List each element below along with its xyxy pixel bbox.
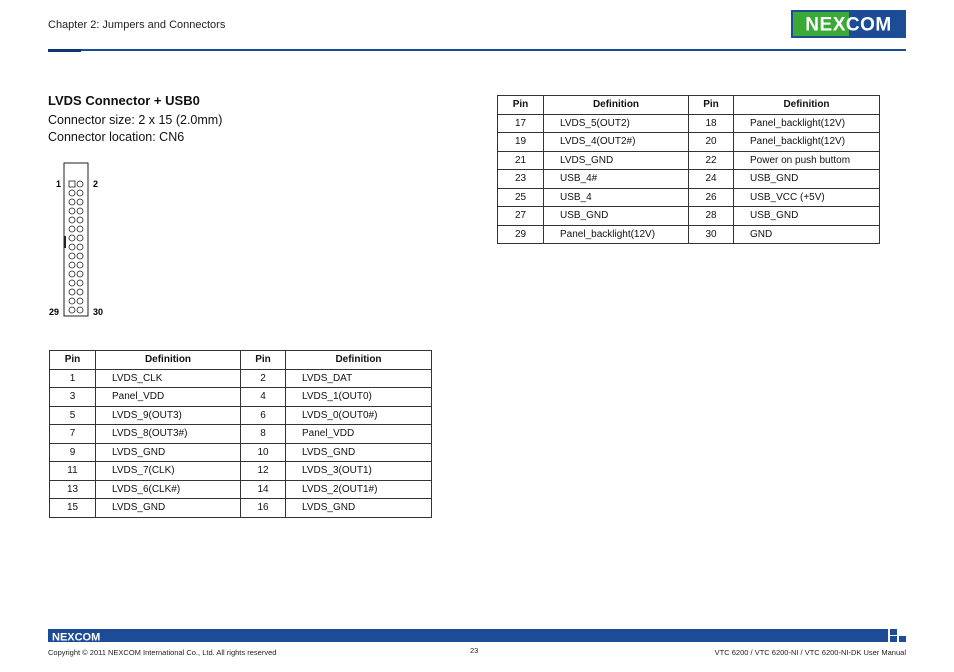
section-title: LVDS Connector + USB0	[48, 93, 200, 108]
table-row	[50, 425, 432, 444]
connector-pin-diagram	[48, 160, 118, 320]
pin-number-cell: 25	[498, 188, 544, 207]
copyright-text: Copyright © 2011 NEXCOM International Co., Ltd. All rights reserved	[48, 648, 277, 657]
pin-definition-cell: LVDS_9(OUT3)	[96, 406, 241, 425]
pin-definition-cell: Panel_VDD	[286, 425, 432, 444]
column-header: Pin	[50, 351, 96, 370]
nexcom-logo	[791, 10, 906, 38]
pin-circle	[77, 253, 83, 259]
table-row	[498, 114, 880, 133]
table-row	[498, 225, 880, 244]
pin-label-1: 1	[56, 179, 62, 189]
footer-square	[890, 629, 897, 635]
pin-number-cell: 28	[689, 207, 734, 226]
pin-number-cell: 23	[498, 170, 544, 189]
table-row	[50, 480, 432, 499]
table-row	[498, 133, 880, 152]
pin-circle	[77, 244, 83, 250]
pin-circle	[77, 235, 83, 241]
pin-circle	[69, 280, 75, 286]
pin-label-2: 2	[93, 179, 99, 189]
pin-definition-cell: LVDS_GND	[286, 443, 432, 462]
pin-circle	[77, 307, 83, 313]
pin-definition-cell: USB_VCC (+5V)	[734, 188, 880, 207]
column-header: Pin	[241, 351, 286, 370]
table-row	[50, 369, 432, 388]
pin-definition-cell: LVDS_GND	[286, 499, 432, 518]
pin-table-1	[49, 350, 432, 518]
pin-definition-cell: GND	[734, 225, 880, 244]
pin-definition-cell: LVDS_3(OUT1)	[286, 462, 432, 481]
table-row	[498, 151, 880, 170]
connector-size: Connector size: 2 x 15 (2.0mm)	[48, 113, 223, 127]
pin-definition-cell: LVDS_6(CLK#)	[96, 480, 241, 499]
chapter-heading: Chapter 2: Jumpers and Connectors	[48, 19, 226, 31]
pin-definition-cell: LVDS_7(CLK)	[96, 462, 241, 481]
connector-location: Connector location: CN6	[48, 130, 185, 144]
table-row	[50, 443, 432, 462]
pin-number-cell: 2	[241, 369, 286, 388]
footer-bar	[48, 629, 888, 642]
pin-circle	[69, 289, 75, 295]
pin-circle	[69, 208, 75, 214]
pin-number-cell: 27	[498, 207, 544, 226]
pin-definition-cell: Power on push buttom	[734, 151, 880, 170]
pin-definition-cell: LVDS_DAT	[286, 369, 432, 388]
pin-definition-cell: Panel_backlight(12V)	[544, 225, 689, 244]
table-row	[50, 406, 432, 425]
pin-circle	[77, 181, 83, 187]
column-header: Definition	[96, 351, 241, 370]
pin-circle	[69, 253, 75, 259]
pin-number-cell: 17	[498, 114, 544, 133]
page-number: 23	[470, 646, 479, 655]
pin-circle	[77, 298, 83, 304]
pin-definition-cell: LVDS_5(OUT2)	[544, 114, 689, 133]
pin-definition-cell: Panel_backlight(12V)	[734, 114, 880, 133]
table-row	[498, 188, 880, 207]
pin-definition-cell: LVDS_GND	[544, 151, 689, 170]
pin-circle	[69, 226, 75, 232]
pin-circle	[77, 280, 83, 286]
pin-definition-cell: LVDS_8(OUT3#)	[96, 425, 241, 444]
pin-number-cell: 15	[50, 499, 96, 518]
pin-label-30: 30	[93, 307, 104, 317]
pin-1-square	[69, 181, 75, 187]
pin-number-cell: 5	[50, 406, 96, 425]
pin-number-cell: 10	[241, 443, 286, 462]
pin-number-cell: 1	[50, 369, 96, 388]
pin-number-cell: 14	[241, 480, 286, 499]
pin-number-cell: 24	[689, 170, 734, 189]
pin-number-cell: 26	[689, 188, 734, 207]
column-header: Pin	[498, 96, 544, 115]
pin-definition-cell: Panel_backlight(12V)	[734, 133, 880, 152]
header-rule	[48, 49, 906, 51]
table-row	[50, 499, 432, 518]
pin-number-cell: 30	[689, 225, 734, 244]
pin-definition-cell: LVDS_4(OUT2#)	[544, 133, 689, 152]
pin-circle	[77, 226, 83, 232]
pin-circle	[77, 262, 83, 268]
pin-array	[69, 181, 83, 313]
pin-circle	[69, 190, 75, 196]
pin-circle	[77, 289, 83, 295]
manual-title: VTC 6200 / VTC 6200-NI / VTC 6200-NI-DK User Manual	[714, 648, 906, 657]
pin-number-cell: 4	[241, 388, 286, 407]
pin-number-cell: 8	[241, 425, 286, 444]
pin-number-cell: 12	[241, 462, 286, 481]
svg-text:NEXCOM: NEXCOM	[805, 14, 892, 36]
pin-number-cell: 22	[689, 151, 734, 170]
pin-circle	[69, 244, 75, 250]
pin-number-cell: 20	[689, 133, 734, 152]
header-rule-accent	[48, 49, 81, 52]
pin-definition-cell: LVDS_2(OUT1#)	[286, 480, 432, 499]
pin-circle	[77, 208, 83, 214]
pin-number-cell: 3	[50, 388, 96, 407]
pin-circle	[69, 199, 75, 205]
pin-circle	[77, 217, 83, 223]
column-header: Definition	[734, 96, 880, 115]
connector-outline	[64, 163, 88, 316]
pin-circle	[77, 199, 83, 205]
pin-definition-cell: LVDS_1(OUT0)	[286, 388, 432, 407]
footer-nexcom-logo	[52, 630, 108, 642]
column-header: Definition	[544, 96, 689, 115]
pin-definition-cell: LVDS_CLK	[96, 369, 241, 388]
connector-key	[64, 236, 66, 248]
table-row	[498, 207, 880, 226]
pin-number-cell: 13	[50, 480, 96, 499]
pin-circle	[69, 235, 75, 241]
pin-number-cell: 11	[50, 462, 96, 481]
column-header: Pin	[689, 96, 734, 115]
pin-circle	[69, 217, 75, 223]
pin-definition-cell: USB_4#	[544, 170, 689, 189]
pin-definition-cell: Panel_VDD	[96, 388, 241, 407]
pin-circle	[77, 190, 83, 196]
pin-number-cell: 18	[689, 114, 734, 133]
footer-square	[899, 636, 906, 642]
table-row	[50, 388, 432, 407]
column-header: Definition	[286, 351, 432, 370]
pin-definition-cell: USB_4	[544, 188, 689, 207]
table-row	[50, 462, 432, 481]
pin-number-cell: 9	[50, 443, 96, 462]
pin-number-cell: 7	[50, 425, 96, 444]
pin-table-2	[497, 95, 880, 244]
pin-definition-cell: USB_GND	[734, 207, 880, 226]
pin-circle	[69, 262, 75, 268]
pin-circle	[69, 298, 75, 304]
pin-circle	[77, 271, 83, 277]
pin-definition-cell: LVDS_GND	[96, 443, 241, 462]
pin-number-cell: 19	[498, 133, 544, 152]
table-row	[498, 170, 880, 189]
pin-label-29: 29	[49, 307, 60, 317]
pin-number-cell: 21	[498, 151, 544, 170]
pin-number-cell: 29	[498, 225, 544, 244]
pin-definition-cell: USB_GND	[544, 207, 689, 226]
pin-definition-cell: LVDS_0(OUT0#)	[286, 406, 432, 425]
pin-number-cell: 16	[241, 499, 286, 518]
svg-text:NEXCOM: NEXCOM	[52, 631, 101, 642]
pin-circle	[69, 271, 75, 277]
pin-definition-cell: USB_GND	[734, 170, 880, 189]
pin-circle	[69, 307, 75, 313]
pin-definition-cell: LVDS_GND	[96, 499, 241, 518]
footer-square	[890, 636, 897, 642]
pin-number-cell: 6	[241, 406, 286, 425]
